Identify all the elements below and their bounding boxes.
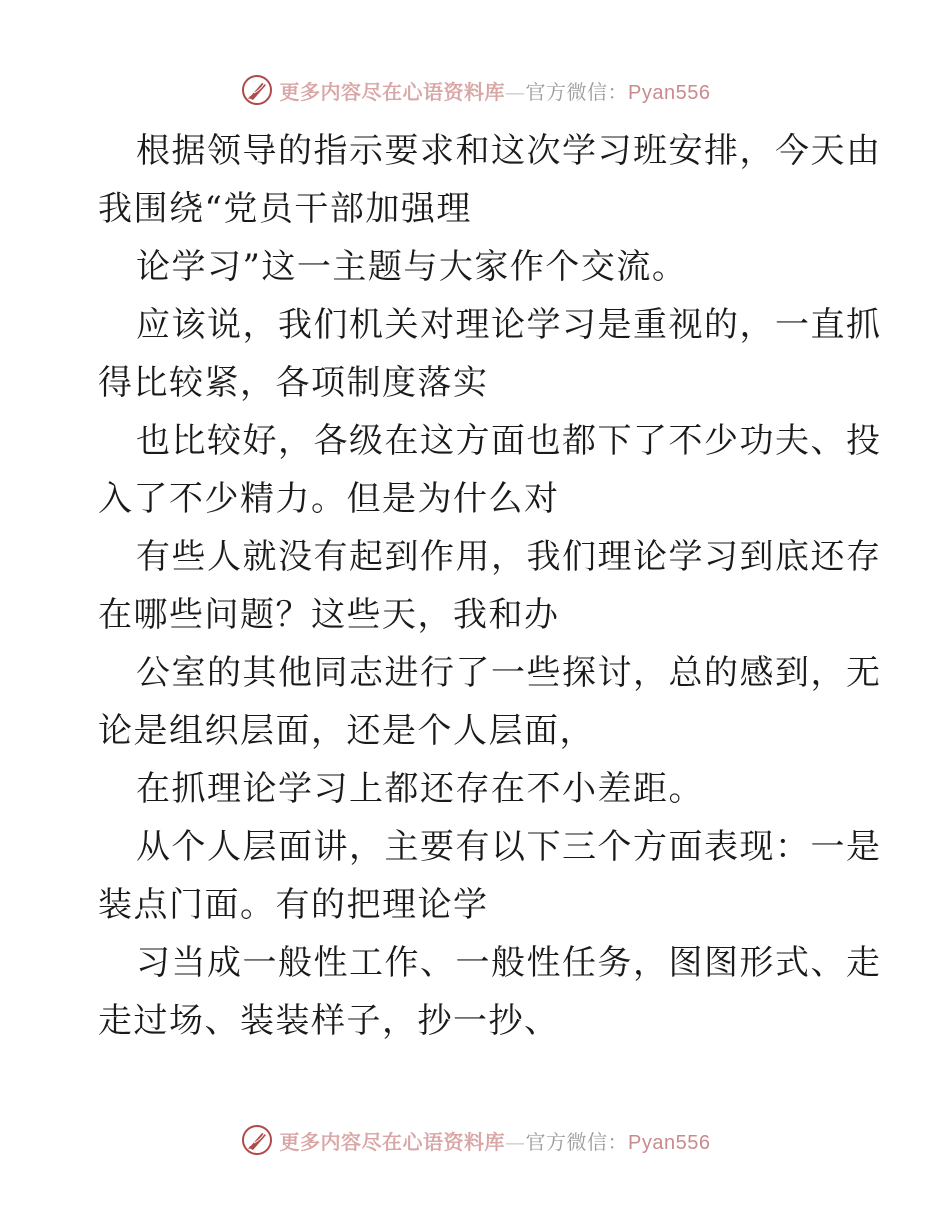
header-banner-title: 更多内容尽在心语资料库 — [279, 79, 506, 104]
quill-pen-logo-icon — [240, 73, 274, 107]
text-line: 得比较紧，各项制度落实 — [98, 363, 489, 403]
text-line: 根据领导的指示要求和这次学习班安排，今天由 — [136, 131, 882, 171]
quill-pen-logo-icon — [240, 1123, 274, 1157]
footer-banner-account: Pyan556 — [628, 1131, 711, 1154]
text-line: 公室的其他同志进行了一些探讨，总的感到，无 — [136, 653, 882, 693]
text-line: 论是组织层面，还是个人层面， — [98, 711, 595, 751]
footer-banner-title: 更多内容尽在心语资料库 — [279, 1129, 506, 1154]
header-banner — [0, 70, 950, 110]
text-line: 装点门面。有的把理论学 — [98, 885, 489, 925]
text-line: 有些人就没有起到作用，我们理论学习到底还存 — [136, 537, 882, 577]
text-line: 走过场、装装样子，抄一抄、 — [98, 1001, 560, 1041]
text-line: 我围绕“党员干部加强理 — [98, 189, 472, 229]
text-line: 论学习”这一主题与大家作个交流。 — [136, 247, 688, 287]
text-line: 应该说，我们机关对理论学习是重视的，一直抓 — [136, 305, 882, 345]
text-line: 从个人层面讲，主要有以下三个方面表现：一是 — [136, 827, 882, 867]
text-line: 在抓理论学习上都还存在不小差距。 — [136, 769, 704, 809]
document-body — [98, 122, 882, 1050]
footer-banner — [0, 1120, 950, 1160]
text-line: 入了不少精力。但是为什么对 — [98, 479, 560, 519]
header-banner-separator: — — [505, 79, 526, 104]
footer-banner-wechat-label: 官方微信： — [525, 1129, 629, 1154]
footer-banner-text — [280, 1126, 711, 1155]
text-line: 也比较好，各级在这方面也都下了不少功夫、投 — [136, 421, 882, 461]
header-banner-account: Pyan556 — [628, 81, 711, 104]
text-line: 习当成一般性工作、一般性任务，图图形式、走 — [136, 943, 882, 983]
header-banner-wechat-label: 官方微信： — [525, 79, 629, 104]
text-line: 在哪些问题？这些天，我和办 — [98, 595, 560, 635]
header-banner-text — [280, 76, 711, 105]
footer-banner-separator: — — [505, 1129, 526, 1154]
